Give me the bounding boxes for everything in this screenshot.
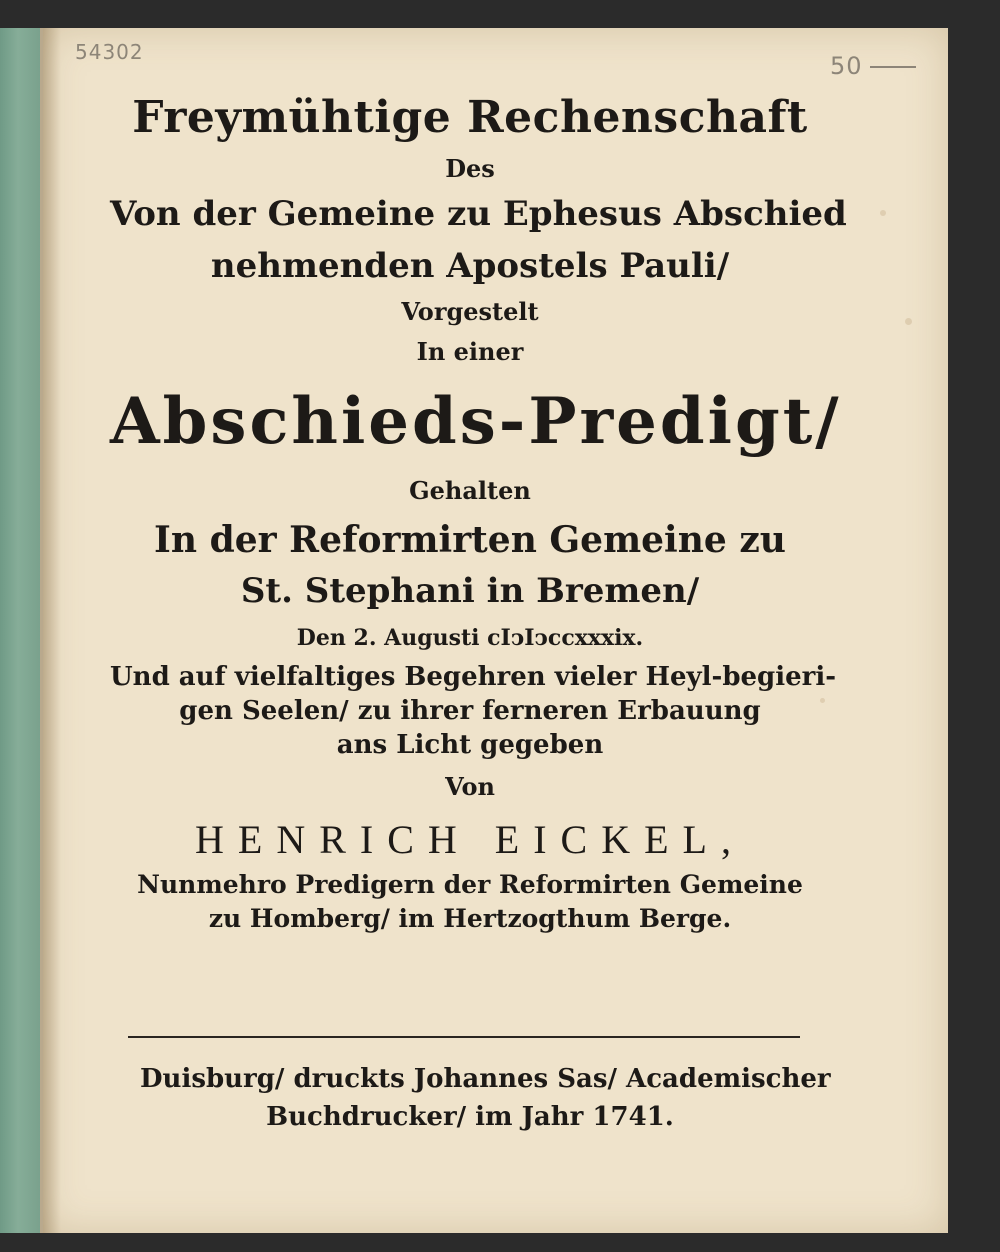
title-block — [110, 78, 847, 936]
title-line-date: Den 2. Augusti cIↄIↄccxxxix. — [296, 625, 644, 651]
imprint-line2: Buchdrucker/ im Jahr 1741. — [266, 1102, 674, 1132]
title-line-apostels: nehmenden Apostels Pauli/ — [210, 246, 730, 286]
title-line-stephani: St. Stephani in Bremen/ — [240, 571, 700, 611]
spine-shadow — [43, 28, 61, 1233]
title-abschieds-predigt: Abschieds-Predigt/ — [110, 384, 842, 459]
main-title: Freymühtige Rechenschaft — [132, 92, 808, 143]
pencil-dash — [870, 66, 916, 68]
pencil-price: 50 — [830, 52, 863, 80]
author-title-line2: zu Homberg/ im Hertzogthum Berge. — [208, 904, 732, 933]
green-cover-edge — [0, 28, 43, 1233]
imprint-block — [140, 1060, 831, 1136]
title-line-vorgestelt: Vorgestelt — [401, 297, 539, 326]
title-line-des: Des — [445, 154, 495, 183]
title-line-reformirten: In der Reformirten Gemeine zu — [154, 519, 786, 561]
title-line-von: Von — [445, 772, 495, 801]
title-line-seelen: gen Seelen/ zu ihrer ferneren Erbauung — [179, 696, 761, 726]
pencil-shelfmark: 54302 — [75, 40, 144, 64]
author-name: HENRICH EICKEL, — [195, 817, 745, 862]
title-line-licht: ans Licht gegeben — [336, 730, 604, 760]
title-line-in-einer: In einer — [416, 337, 524, 366]
author-title-line1: Nunmehro Predigern der Reformirten Gemeine — [137, 870, 803, 899]
imprint-line1: Duisburg/ druckts Johannes Sas/ Academischer — [140, 1064, 831, 1094]
paper-spot — [905, 318, 912, 325]
title-line-begehren: Und auf vielfaltiges Begehren vieler Heyl-begieri- — [110, 662, 837, 692]
paper-spot — [880, 210, 886, 216]
title-line-gehalten: Gehalten — [409, 476, 531, 505]
title-line-gemeine: Von der Gemeine zu Ephesus Abschied — [110, 194, 847, 234]
divider-rule — [128, 1036, 800, 1038]
